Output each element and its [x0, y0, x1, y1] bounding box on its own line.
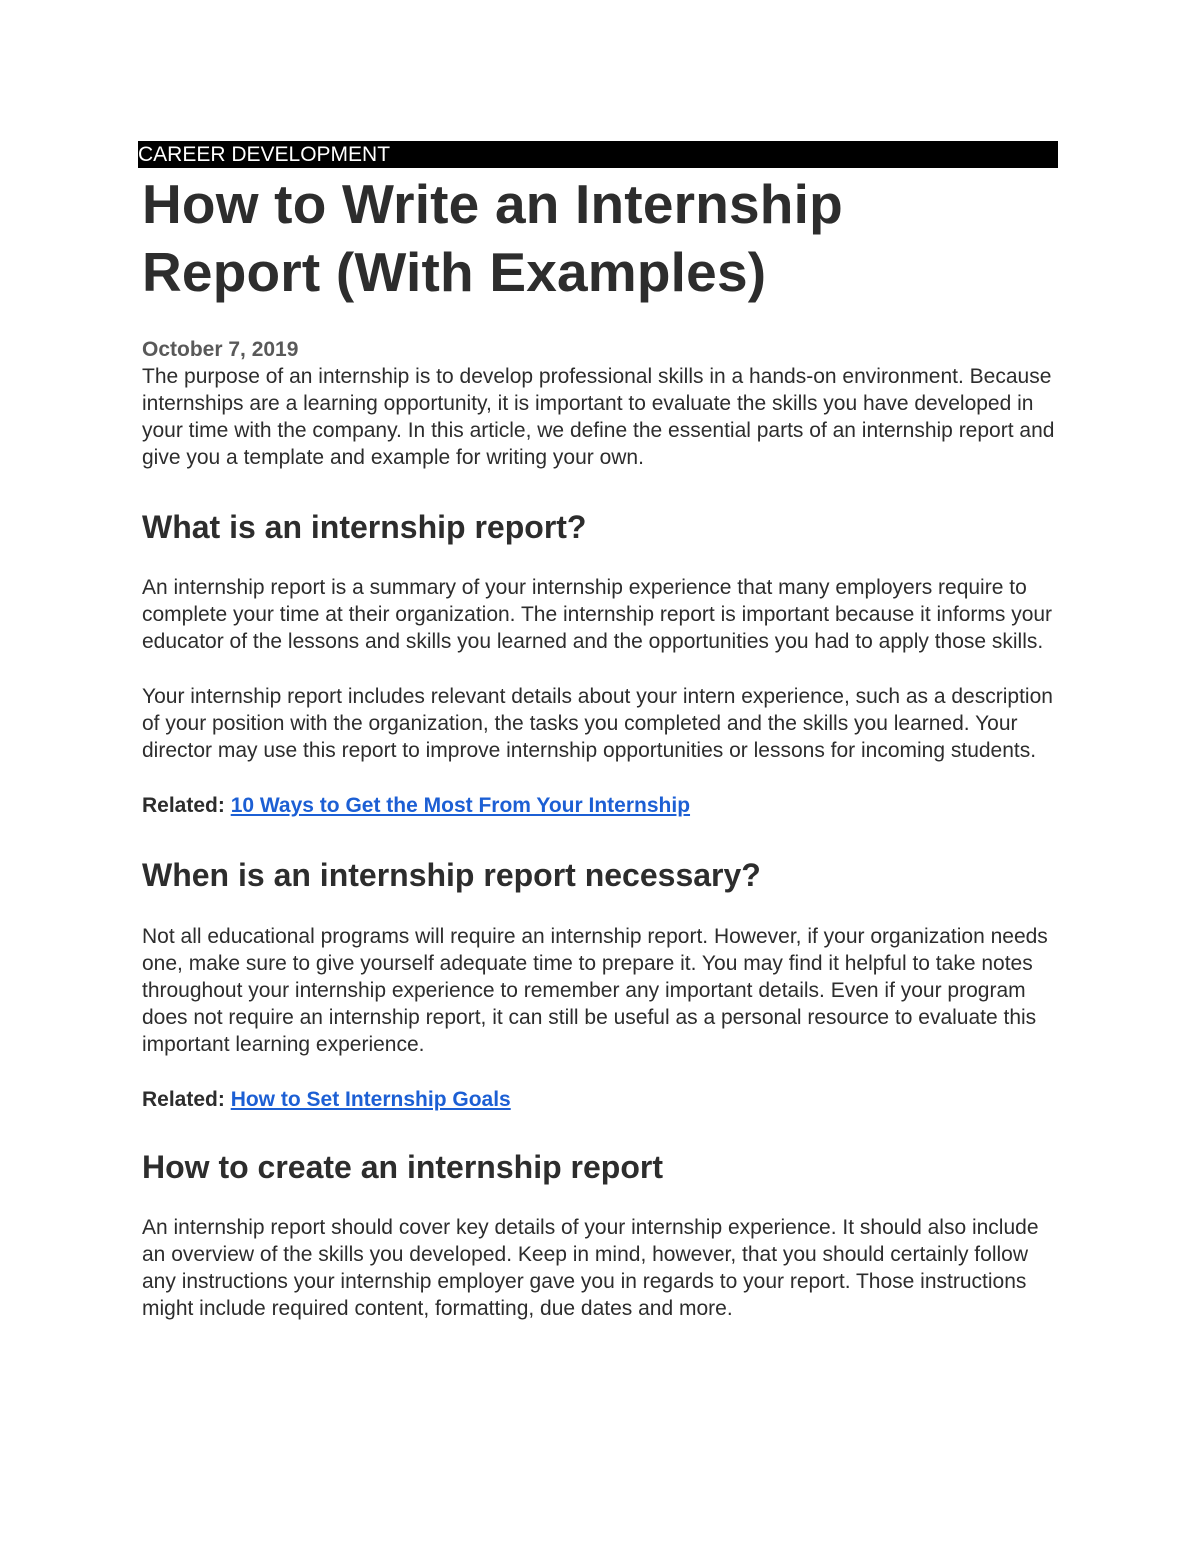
- related-link-set-goals[interactable]: How to Set Internship Goals: [230, 1088, 511, 1111]
- related-line-2: [142, 1086, 1058, 1113]
- title-line-1: How to Write an Internship: [142, 173, 843, 235]
- section-heading-when: When is an internship report necessary?: [142, 857, 761, 893]
- category-label: CAREER DEVELOPMENT: [138, 143, 391, 166]
- related-label: Related:: [142, 794, 231, 817]
- related-label: Related:: [142, 1088, 231, 1111]
- section-when-paragraph-1: Not all educational programs will require an internship report. However, if your organization needs one, make sure to give yourself adequate time to prepare it. You may find it helpful to take notes throughout your internship experience to remember any important details. Even if your program does not require an internship report, it can still be useful as a personal resource to evaluate this important learning experience.: [142, 925, 1048, 1056]
- publish-date: October 7, 2019: [142, 338, 299, 361]
- section-heading-how: How to create an internship report: [142, 1149, 663, 1185]
- category-banner: [138, 141, 1058, 168]
- section-what-paragraph-1: An internship report is a summary of your internship experience that many employers require to complete your time at their organization. The internship report is important because it informs your educator of the lessons and skills you learned and the opportunities you had to apply those skills.: [142, 576, 1053, 653]
- related-link-get-most[interactable]: 10 Ways to Get the Most From Your Internship: [230, 794, 691, 817]
- related-line-1: [142, 792, 1058, 819]
- document-page: [138, 141, 1058, 1322]
- section-what-paragraph-2: Your internship report includes relevant details about your intern experience, such as a description of your position with the organization, the tasks you completed and the skills you learned. Your director may use this report to improve internship opportunities or lessons for incoming students.: [142, 685, 1053, 762]
- page-title: [142, 170, 1058, 306]
- section-heading-what: What is an internship report?: [142, 509, 587, 545]
- intro-paragraph: The purpose of an internship is to develop professional skills in a hands-on environment. Because internships are a learning opportunity, it is important to evaluate the skills you have developed in your time with the company. In this article, we define the essential parts of an internship report and give you a template and example for writing your own.: [142, 365, 1055, 469]
- title-line-2: Report (With Examples): [142, 241, 767, 303]
- section-how-paragraph-1: An internship report should cover key details of your internship experience. It should also include an overview of the skills you developed. Keep in mind, however, that you should certainly follow any instructions your internship employer gave you in regards to your report. Those instructions might include required content, formatting, due dates and more.: [142, 1216, 1039, 1320]
